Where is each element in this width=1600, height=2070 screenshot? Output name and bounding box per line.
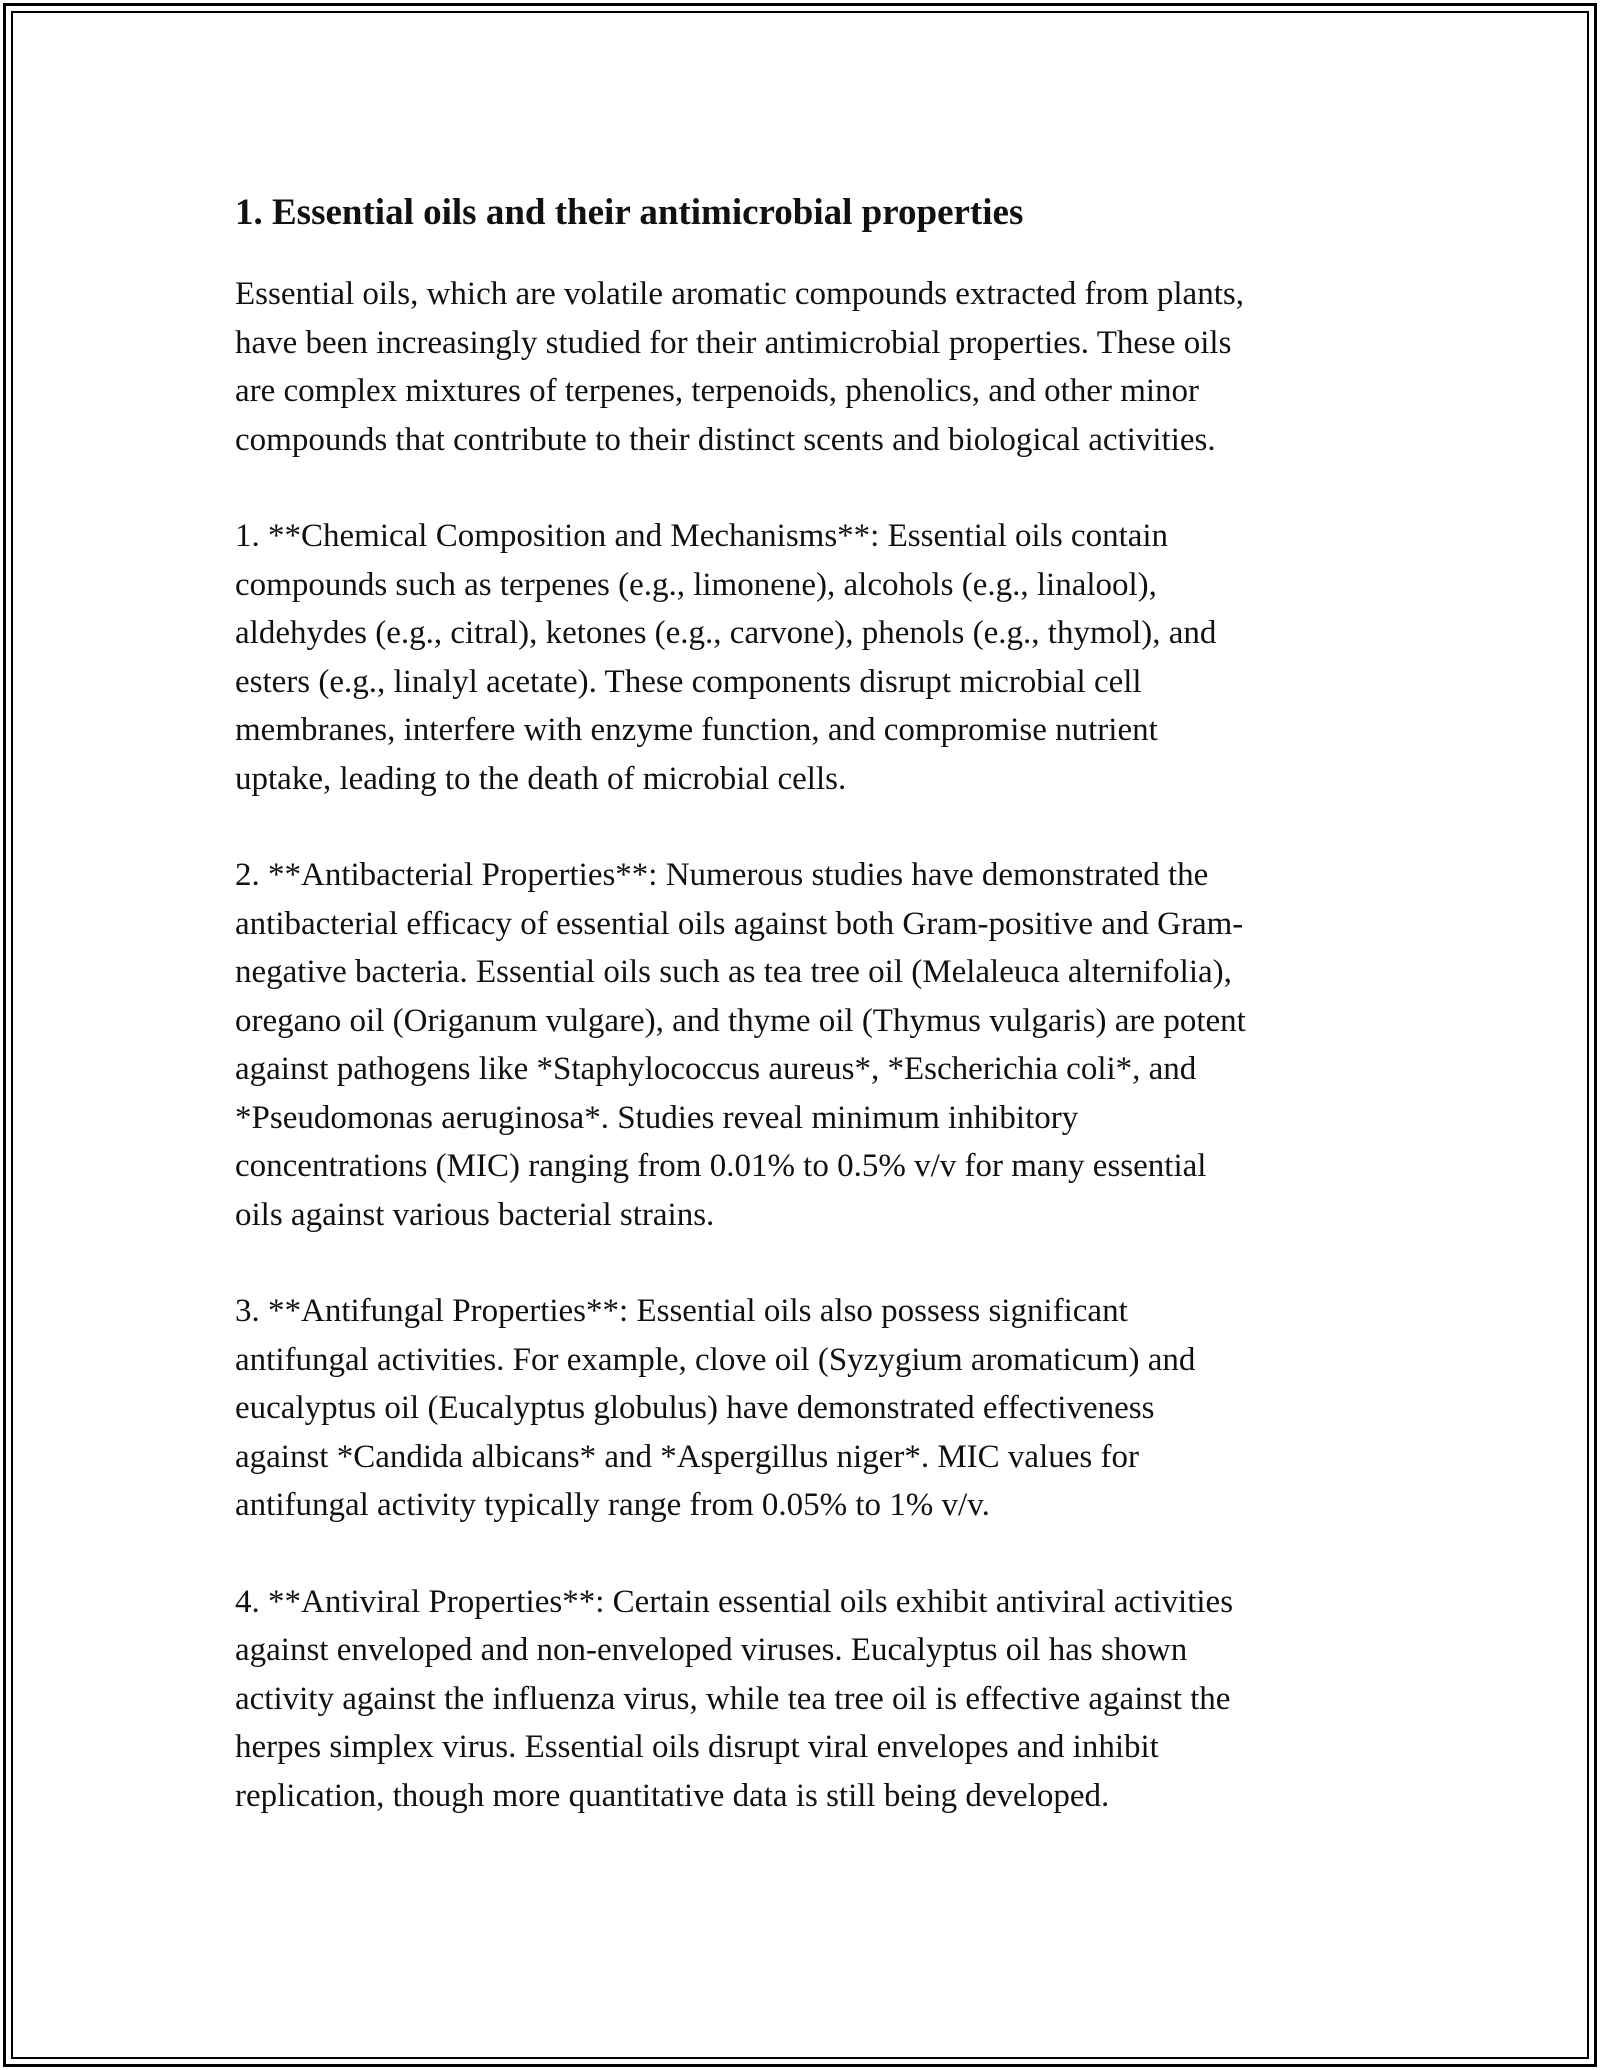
paragraph-antifungal: 3. **Antifungal Properties**: Essential oils also possess significant antifungal activities. For example, clove oil (Syzygium aromaticum) and eucalyptus oil (Eucalyptus globulus) have demonstrated effectiveness against *Candida albicans* and *Aspergillus niger*. MIC values for antifungal activity typically range from 0.05% to 1% v/v. (235, 1293, 1196, 1523)
document-body (235, 184, 1365, 1820)
section-heading: 1. Essential oils and their antimicrobial properties (235, 192, 1024, 233)
paragraph-antibacterial: 2. **Antibacterial Properties**: Numerous studies have demonstrated the antibacterial efficacy of essential oils against both Gram-positive and Gram- negative bacteria. Essential oils such as tea tree oil (Melaleuca alternifolia), oregano oil (Origanum vulgare), and thyme oil (Thymus vulgaris) are potent against pathogens like *Staphylococcus aureus*, *Escherichia coli*, and *Pseudomonas aeruginosa*. Studies reveal minimum inhibitory concentrations (MIC) ranging from 0.01% to 0.5% v/v for many essential oils against various bacterial strains. (235, 857, 1246, 1233)
paragraph-chemical-composition: 1. **Chemical Composition and Mechanisms**: Essential oils contain compounds such as terpenes (e.g., limonene), alcohols (e.g., linalool), aldehydes (e.g., citral), ketones (e.g., carvone), phenols (e.g., thymol), and esters (e.g., linalyl acetate). These components disrupt microbial cell membranes, interfere with enzyme function, and compromise nutrient uptake, leading to the death of microbial cells. (235, 518, 1217, 797)
paragraph-antiviral: 4. **Antiviral Properties**: Certain essential oils exhibit antiviral activities against enveloped and non-enveloped viruses. Eucalyptus oil has shown activity against the influenza virus, while tea tree oil is effective against the herpes simplex virus. Essential oils disrupt viral envelopes and inhibit replication, though more quantitative data is still being developed. (235, 1583, 1234, 1814)
intro-paragraph: Essential oils, which are volatile aromatic compounds extracted from plants, have been increasingly studied for their antimicrobial properties. These oils are complex mixtures of terpenes, terpenoids, phenolics, and other minor compounds that contribute to their distinct scents and biological activities. (235, 276, 1244, 458)
